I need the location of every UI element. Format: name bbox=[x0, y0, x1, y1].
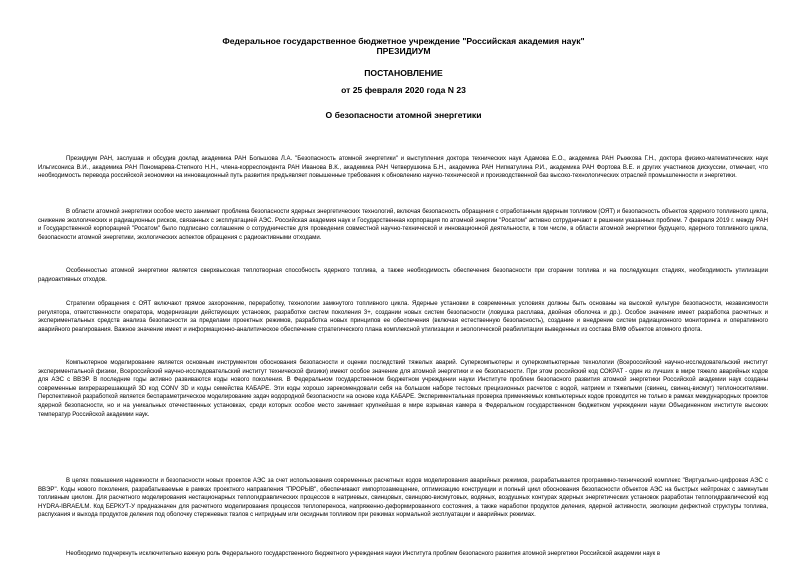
paragraph: Компьютерное моделирование является основным инструментом обоснования безопасности и оценки последствий тяжелых аварий. Суперкомпьютеры и суперкомпьютерные технологии (Всероссийский научно-исследовательский институт экспериментальной физики, Всероссийский научно-исследовательский институт технической физики) имеют особое значение для атомной энергетики и ее безопасности. При этом российский код СОКРАТ - один из лучших в мире тяжело аварийных кодов для АЭС с ВВЭР. В последние годы активно развиваются коды нового поколения. В Федеральном государственном бюджетном учреждении науки Институте проблем безопасного развития атомной энергетики Российской академии наук созданы современные вихреразрешающий 3D код CONV 3D и коды семейства КАБАРЕ. Эти коды хорошо зарекомендовали себя на большом наборе тестовых прецизионных расчетов с водой, натрием и тяжелыми (свинец, свинец-висмут) теплоносителями. Перспективной разработкой является беспараметрическое моделирование задач водородной безопасности на основе кода КАБАРЕ. Экспериментальная проверка применяемых компьютерных кодов проводится не только в рамках международных проектов ядерной безопасности, но и на уникальных отечественных установках, среди которых особое место занимает крупнейшая в мире взрывная камера в Федеральном государственном бюджетном учреждении науки Объединенном институте высоких температур Российской академии наук. bbox=[38, 360, 768, 418]
paragraph: Стратегии обращения с ОЯТ включают прямое захоронение, переработку, технологии замкнутого топливного цикла. Ядерные установки в современных условиях должны быть основаны на высокой культуре безопасности, независимости регулятора, ответственности оператора, модернизации действующих установок, разработке систем поколения 3+, создании новых систем безопасности (ловушка расплава, двойная оболочка и др.). Особое значение имеет разработка расчетных и экспериментальных средств анализа безопасности за пределами проектных режимов, разработка новых принципов ее обеспечения (включая естественную безопасность), создание и внедрение систем радиационного мониторинга и оперативного аварийного реагирования. Важное значение имеет и информационно-аналитическое обеспечение стратегического плана комплексной утилизации и экологической реабилитации выведенных из состава ВМФ объектов атомного флота. bbox=[38, 301, 768, 333]
paragraph: В целях повышения надежности и безопасности новых проектов АЭС за счет использования современных расчетных кодов моделирования аварийных режимов, разрабатывается программно-технический комплекс "Виртуально-цифровая АЭС с ВВЭР". Коды нового поколения, разрабатываемые в рамках проектного направления "ПРОРЫВ", обеспечивают импортозамещение, оптимизацию конструкции и полный цикл обоснования безопасности объектов АЭС на быстрых нейтронах с замкнутым топливным циклом. Для расчетного моделирования нестационарных теплогидравлических процессов в натриевых, свинцовых, свинцово-висмутовых, водяных, воздушных контурах ядерных энергетических установок разработан теплогидравлический код HYDRA-IBRAE/LM. Код БЕРКУТ-У предназначен для расчетного моделирования процессов теплопереноса, напряженно-деформированного состояния, а также наработки продуктов деления, ядерной активности, эволюции дефектной структуры топлива, распухания и выхода продуктов деления под оболочку стержневых твэлов с нитридным или оксидным топливом при режимах нормальной эксплуатации и аварийных режимах. bbox=[38, 478, 768, 519]
paragraph: В области атомной энергетики особое место занимает проблема безопасности ядерных энергетических технологий, включая безопасность обращения с отработанным ядерным топливом (ОЯТ) и безопасность объектов ядерного топливного цикла, снижение экологических и радиационных рисков, связанных с эксплуатацией АЭС. Российская академия наук и Государственная корпорация по атомной энергии "Росатом" активно сотрудничают в решении указанных проблем. 7 февраля 2019 г. между РАН и Государственной корпорацией "Росатом" было подписано соглашение о сотрудничестве для проведения совместной научно-технической и инновационной деятельности, в том числе, в области атомной энергетики будущего, ядерного топливного цикла, безопасности атомной энергетики, экологических аспектов обращения с радиоактивными отходами. bbox=[38, 209, 768, 241]
institution-title: Федеральное государственное бюджетное учреждение "Российская академия наук" bbox=[222, 36, 585, 46]
document-type: ПОСТАНОВЛЕНИЕ bbox=[364, 68, 443, 78]
paragraph: Президиум РАН, заслушав и обсудив доклад академика РАН Большова Л.А. "Безопасность атомной энергетики" и выступления доктора технических наук Адамова Е.О., академика РАН Рыжкова Г.Н., доктора физико-математических наук Ильгисониса В.И., академика РАН Пономарева-Степного Н.Н., члена-корреспондента РАН Иванова В.К., академика РАН Четверушкина Б.Н., академика РАН Нигматулина Р.И., академика РАН Фортова В.Е. и других участников дискуссии, отмечает, что необходимость перевода российской экономики на инновационный путь развития предъявляет повышенные требования к обновлению научно-технической и производственной баз высоко-технологических отраслей промышленности и энергетики. bbox=[38, 156, 768, 180]
document-date-number: от 25 февраля 2020 года N 23 bbox=[341, 85, 466, 95]
paragraph: Необходимо подчеркнуть исключительно важную роль Федерального государственного бюджетного учреждения науки Института проблем безопасного развития атомной энергетики Российской академии наук в bbox=[66, 551, 661, 557]
presidium-title: ПРЕЗИДИУМ bbox=[376, 46, 431, 56]
paragraph: Особенностью атомной энергетики является сверхвысокая теплотворная способность ядерного топлива, а также необходимость обеспечения безопасности при сгорании топлива и на последующих стадиях, необходимость утилизации радиоактивных отходов. bbox=[38, 268, 768, 283]
document-subject: О безопасности атомной энергетики bbox=[325, 110, 482, 120]
